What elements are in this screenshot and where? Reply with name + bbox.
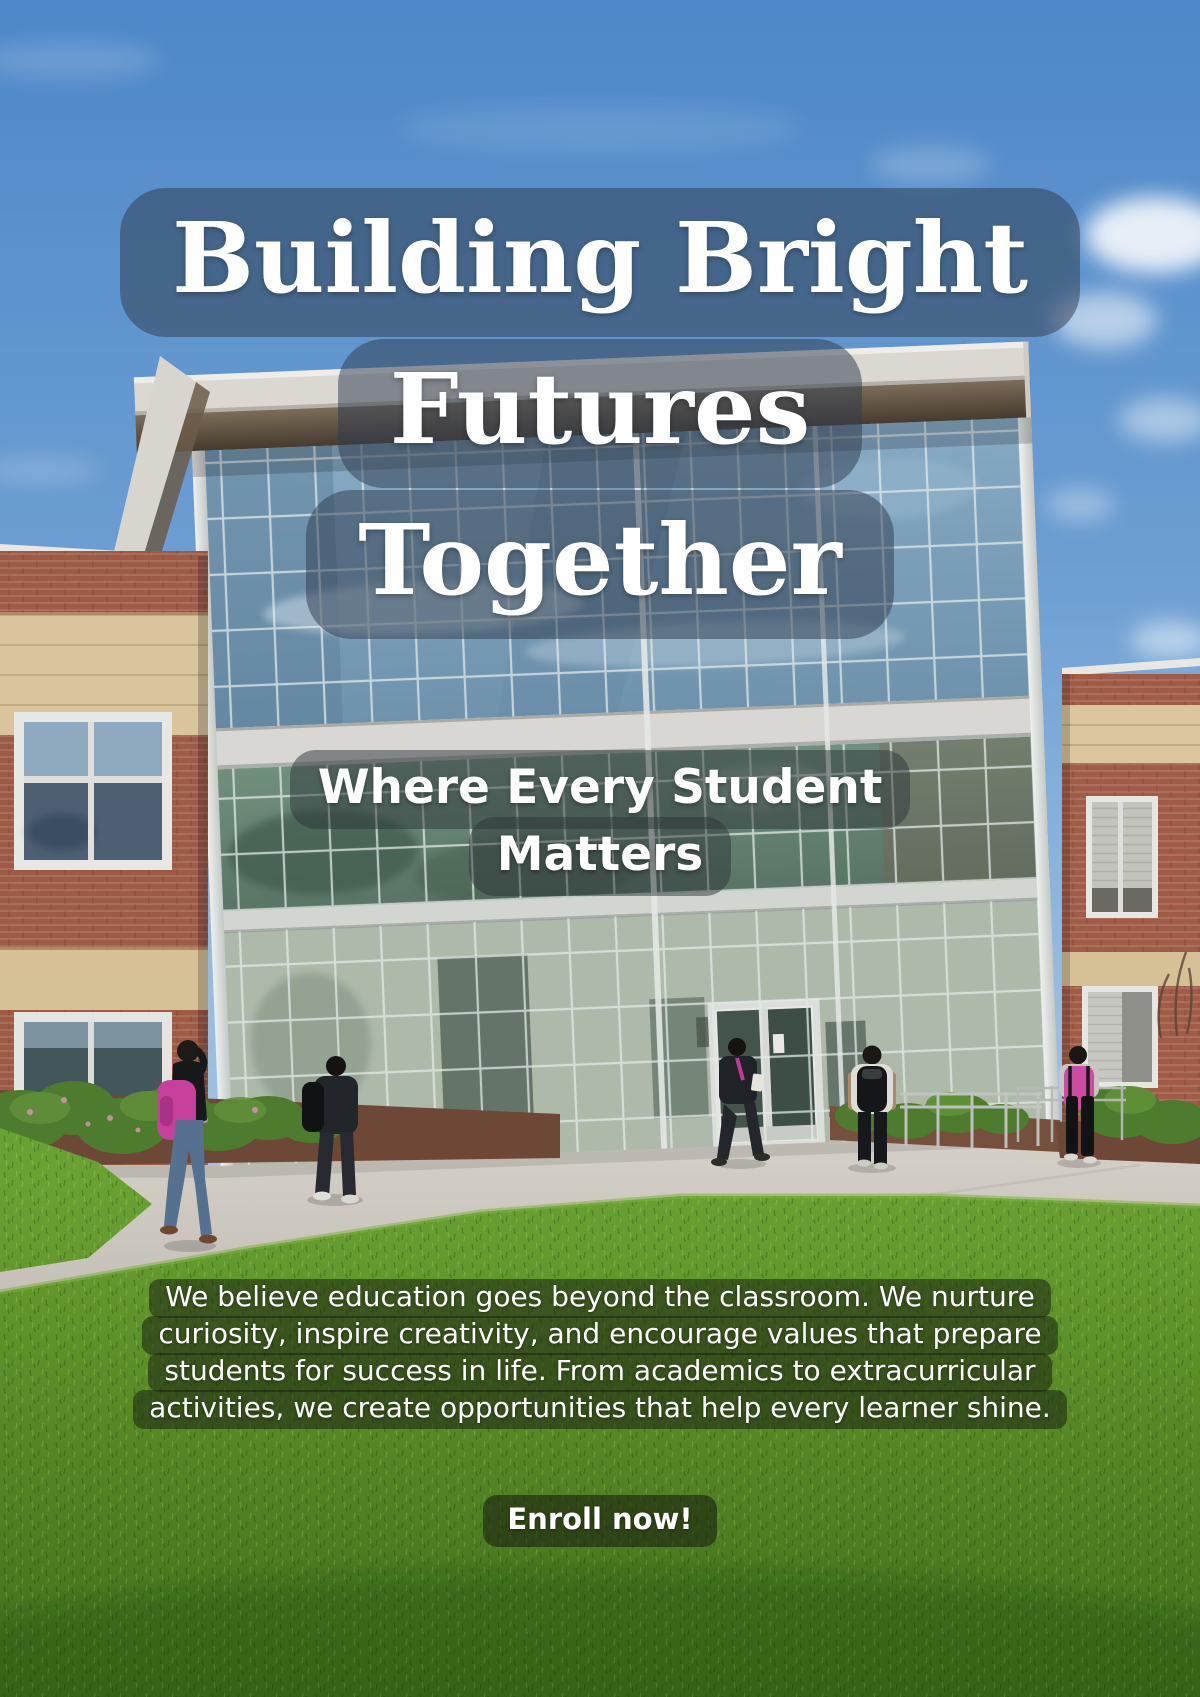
body-text: [0, 1279, 1200, 1429]
body-line-1: We believe education goes beyond the classroom. We nurture: [149, 1279, 1051, 1318]
headline-line-2: Futures: [338, 339, 862, 488]
body-line-2: curiosity, inspire creativity, and encourage values that prepare: [142, 1316, 1057, 1355]
body-line-4: activities, we create opportunities that help every learner shine.: [133, 1390, 1067, 1429]
headline: [0, 188, 1200, 639]
subtitle: [0, 750, 1200, 896]
subtitle-line-2: Matters: [469, 817, 731, 896]
subtitle-line-1: Where Every Student: [290, 750, 911, 829]
headline-line-1: Building Bright: [120, 188, 1080, 337]
cta-row: [0, 1495, 1200, 1547]
enroll-button[interactable]: Enroll now!: [483, 1495, 716, 1547]
body-line-3: students for success in life. From academics to extracurricular: [148, 1353, 1051, 1392]
headline-line-3: Together: [306, 490, 893, 639]
